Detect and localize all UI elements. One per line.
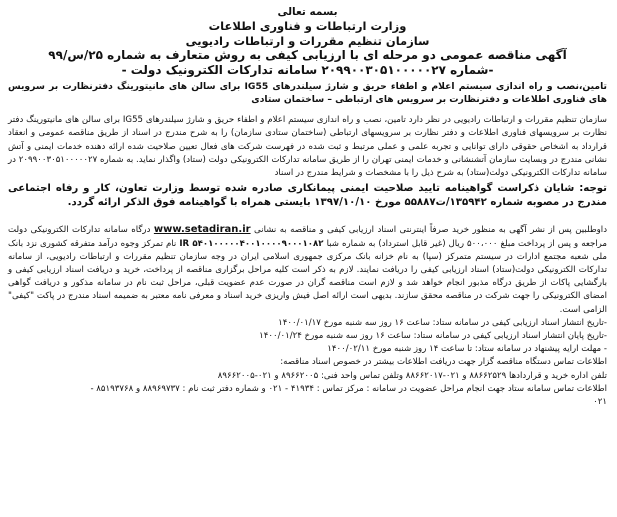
ministry-name: وزارت ارتباطات و فناوری اطلاعات xyxy=(208,19,407,34)
dates-list xyxy=(8,317,607,357)
procedure-before-url: داوطلبین پس از نشر آگهی به منظور خرید صرفاً اینترنتی اسناد ارزیابی کیفی و مناقصه به نشانی xyxy=(254,225,608,236)
procedure-body: نام تمرکز وجوه درآمد متفرقه کشوری نزد بانک ملی شعبه مجتمع ادارات در سیستم متمرکز (سپا) به نام خزانه بانک مرکزی جمهوری اسلامی ایران در وجه سازمان تنظیم مقررات و ارتباطات رادیویی، از سامانه تدارکات الکترونیکی دولت(ستاد) اسناد ارزیابی کیفی را دریافت نمایند. لازم به ذکر است کلیه مراحل برگزاری مناقصه از پرداخت، خرید و دریافت اسناد ارزیابی کیفی و بارگشایی پاکات از طریق درگاه مذبور انجام خواهد شد و لازم است مناقصه گران در صورت عدم عضویت قبلی، مراحل ثبت نام در سامانه مذکور و دریافت گواهی امضای الکترونیکی را جهت شرکت در مناقصه محقق سازند. بدیهی است ارائه اصل فیش واریزی خرید اسناد و معرفی نامه معتبر به ضمیمه اسناد مندرج در پاکت "کیفی" الزامی است. xyxy=(8,238,607,315)
date-submission-deadline: - مهلت ارایه پیشنهاد در سامانه ستاد: تا ساعت ۱۴ روز شنبه مورخ ۱۴۰۰/۰۲/۱۱ xyxy=(327,344,607,355)
notice-title: آگهی مناقصه عمومی دو مرحله ای با ارزیابی کیفی به روش متعارف به شماره ۲۵/س/۹۹ xyxy=(48,47,567,62)
intro-paragraph: سازمان تنظیم مقررات و ارتباطات رادیویی در نظر دارد تامین، نصب و راه اندازی سیستم اعلام و اطفاء حریق و شارژ سیلندرهای IG55 برای سالن های مانیتورینگ دفتر نظارت بر سرویسهای فناوری اطلاعات و دفتر نظارت بر سرویسهای ارتباطی (ساختمان ستادی سازمان) را به شرح مندرج در اسناد از طریق مناقصه عمومی و انعقاد قرارداد به اشخاص حقوقی دارای توانایی و تجربه علمی و عملی مرتبط و ثبت شده در فهرست شرکت های فعال تعیین صلاحیت شده ارائه دهنده خدمات ایمنی و آتش نشانی مندرج در وبسایت سازمان آتشنشانی و خدمات ایمنی تهران را از طریق سامانه تدارکات الکترونیکی دولت (ستاد) واگذار نماید. به شماره ۲۰۹۹۰۰۳۰۵۱۰۰۰۰۰۲۷ در سامانه تدارکات الکترونیکی دولت(ستاد) به شرح ذیل را با مشخصات و شرایط مندرج در اسناد xyxy=(8,115,607,179)
procedure-paragraph xyxy=(8,223,607,316)
date-publish-start: -تاریخ انتشار اسناد ارزیابی کیفی در سامانه ستاد: ساعت ۱۶ روز سه شنبه مورخ ۱۴۰۰/۰۱/۱۷ xyxy=(278,317,607,328)
tender-number: -شماره ۲۰۹۹۰۰۳۰۵۱۰۰۰۰۰۲۷ سامانه تدارکات الکترونیک دولت - xyxy=(121,62,494,77)
contacts-line-area-code: ۰۲۱ xyxy=(593,396,607,407)
date-publish-end: -تاریخ پایان انتشار اسناد ارزیابی کیفی در سامانه ستاد: ساعت ۱۶ روز سه شنبه مورخ ۱۴۰۰/۰۱/۲۴ xyxy=(259,330,607,341)
contacts-intro: اطلاعات تماس دستگاه مناقصه گزار جهت دریافت اطلاعات بیشتر در خصوص اسناد مناقصه: xyxy=(280,357,607,368)
contacts-line-procurement: تلفن اداره خرید و قراردادها ۸۸۶۶۲۵۲۹ و ۰۲۱-۸۸۶۶۲۰۱۷ وتلفن تماس واحد فنی: ۸۹۶۶۲۰۰۵ و ۰۲۱-۸۹۶۶۲۰۰۵ xyxy=(217,370,607,381)
attention-note: توجه: شایان ذکراست گواهینامه تایید صلاحیت ایمنی پیمانکاری صادره شده توسط وزارت تعاون، کار و رفاه اجتماعی مندرج در مصوبه شماره ۱۳۵۹۴۲/ت۵۵۸۸۷ مورخ ۱۳۹۷/۱۰/۱۰ بایستی همراه با گواهینامه فوق الذکر ارائه گردد. xyxy=(8,183,607,208)
spacer xyxy=(8,209,607,223)
procedure-after-url: درگاه سامانه تدارکات الکترونیکی دولت مراجعه و پس از پرداخت مبلغ ۵۰۰،۰۰۰ ریال (غیر قابل استرداد) به شماره شبا xyxy=(8,225,608,249)
organization-name: سازمان تنظیم مقررات و ارتباطات رادیویی xyxy=(185,33,430,48)
setad-link[interactable]: www.setadiran.ir xyxy=(153,224,251,236)
tender-subject: تامین،نصب و راه اندازی سیستم اعلام و اطفاء حریق و شارژ سیلندرهای IG55 برای سالن های مانیتورینگ دفترنظارت بر سرویس های فناوری اطلاعات و دفترنظارت بر سرویس های ارتباطی – ساختمان ستادی xyxy=(8,80,607,106)
contacts-line-setad: اطلاعات تماس سامانه ستاد جهت انجام مراحل عضویت در سامانه : مرکز تماس : ۴۱۹۳۴ - ۰۲۱ و شماره دفتر ثبت نام : ۸۸۹۶۹۷۳۷ و ۸۵۱۹۳۷۶۸ - xyxy=(90,383,607,394)
basmala: بسمه تعالی xyxy=(277,6,338,18)
sheba-number: IR ۵۴۰۱۰۰۰۰۰۴۰۰۱۰۰۰۰۹۰۰۰۱۰۸۲ xyxy=(179,238,324,249)
